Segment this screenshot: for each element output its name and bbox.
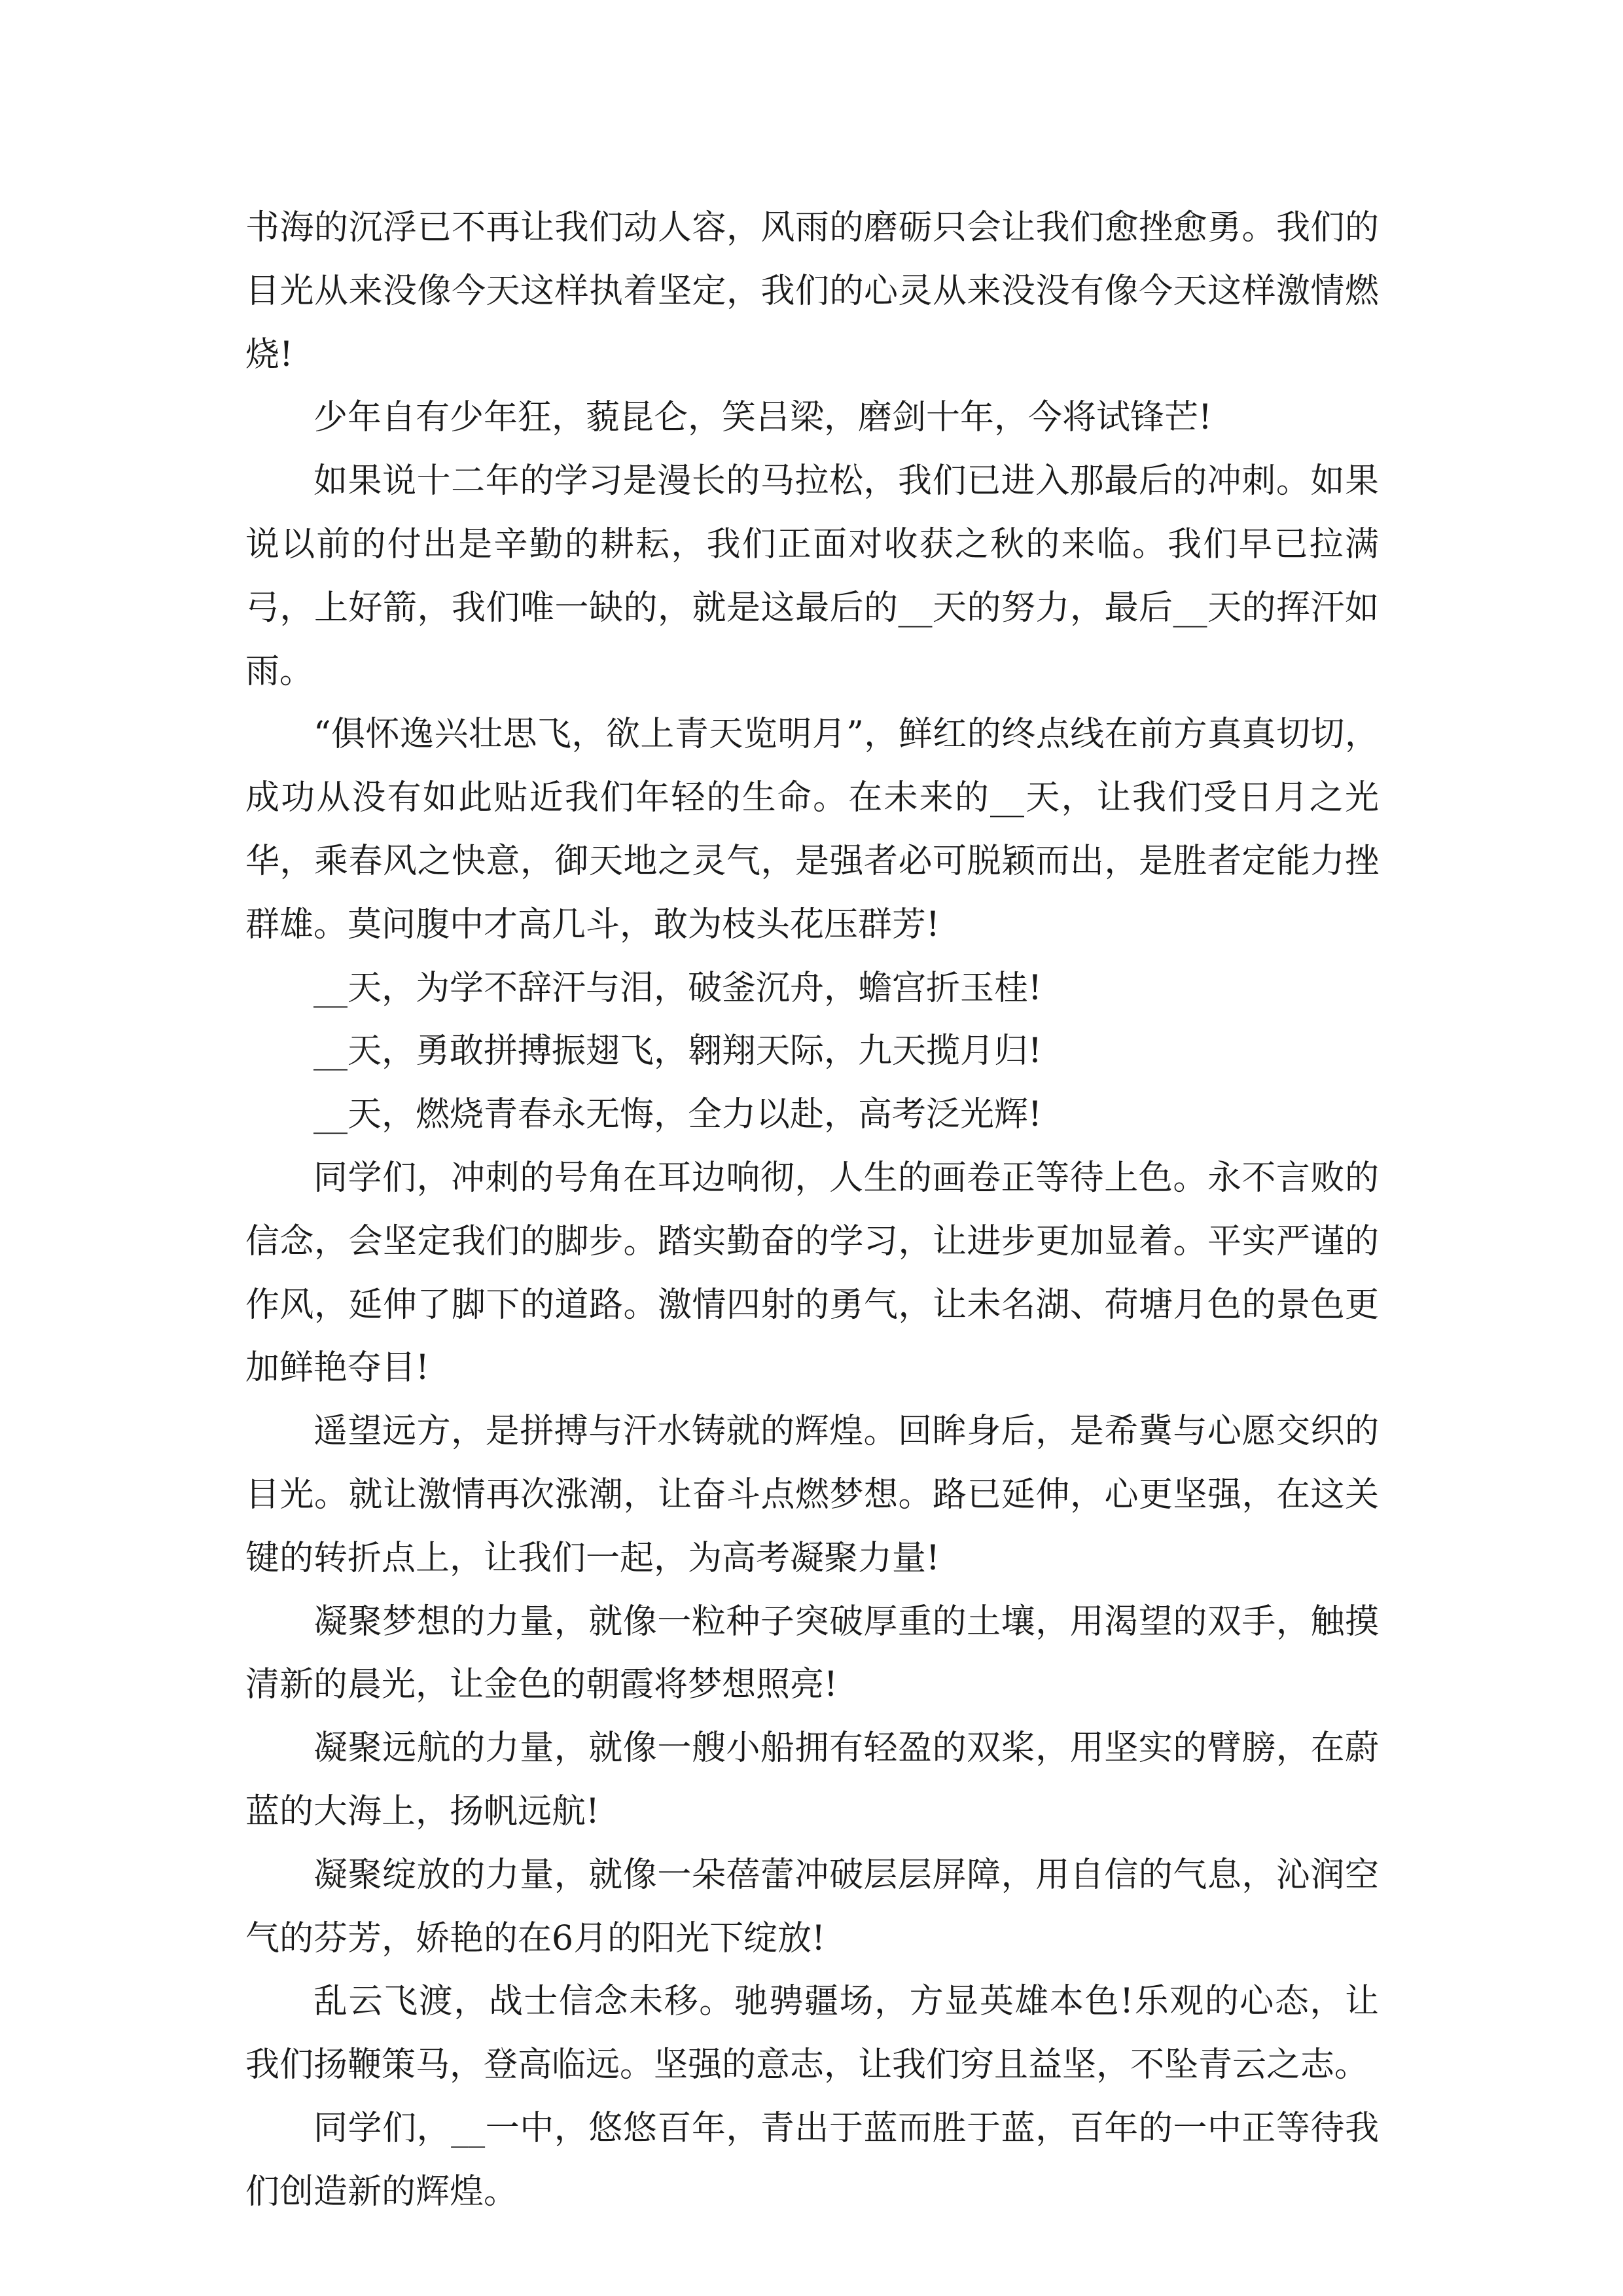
paragraph-2: 少年自有少年狂，藐昆仑，笑吕梁，磨剑十年，今将试锋芒! (313, 398, 1212, 438)
paragraph-11: 凝聚远航的力量，就像一艘小船拥有轻盈的双桨，用坚实的臂膀，在蔚蓝的大海上，扬帆远航! (245, 1729, 1379, 1831)
body-text (245, 196, 1379, 2224)
paragraph-4: “俱怀逸兴壮思飞，欲上青天览明月”，鲜红的终点线在前方真真切切，成功从没有如此贴近我们年轻的生命。在未来的__天，让我们受日月之光华，乘春风之快意，御天地之灵气，是强者必可脱颖而出，是胜者定能力挫群雄。莫问腹中才高几斗，敢为枝头花压群芳! (245, 715, 1379, 944)
paragraph-14: 同学们，__一中，悠悠百年，青出于蓝而胜于蓝，百年的一中正等待我们创造新的辉煌。 (245, 2108, 1379, 2212)
paragraph-13: 乱云飞渡，战士信念未移。驰骋疆场，方显英雄本色!乐观的心态，让我们扬鞭策马，登高临远。坚强的意志，让我们穷且益坚，不坠青云之志。 (245, 1982, 1379, 2085)
paragraph-3: 如果说十二年的学习是漫长的马拉松，我们已进入那最后的冲刺。如果说以前的付出是辛勤的耕耘，我们正面对收获之秋的来临。我们早已拉满弓，上好箭，我们唯一缺的，就是这最后的__天的努力，最后__天的挥汗如雨。 (245, 461, 1379, 691)
paragraph-6: __天，勇敢拼搏振翅飞，翱翔天际，九天揽月归! (313, 1031, 1042, 1071)
paragraph-10: 凝聚梦想的力量，就像一粒种子突破厚重的土壤，用渴望的双手，触摸清新的晨光，让金色的朝霞将梦想照亮! (245, 1602, 1379, 1705)
paragraph-1: 书海的沉浮已不再让我们动人容，风雨的磨砺只会让我们愈挫愈勇。我们的目光从来没像今天这样执着坚定，我们的心灵从来没没有像今天这样激情燃烧! (245, 208, 1379, 374)
paragraph-9: 遥望远方，是拼搏与汗水铸就的辉煌。回眸身后，是希冀与心愿交织的目光。就让激情再次涨潮，让奋斗点燃梦想。路已延伸，心更坚强，在这关键的转折点上，让我们一起，为高考凝聚力量! (245, 1412, 1379, 1578)
paragraph-12: 凝聚绽放的力量，就像一朵蓓蕾冲破层层屏障，用自信的气息，沁润空气的芬芳，娇艳的在6月的阳光下绽放! (245, 1855, 1379, 1958)
paragraph-7: __天，燃烧青春永无悔，全力以赴，高考泛光辉! (313, 1095, 1042, 1135)
paragraph-8: 同学们，冲刺的号角在耳边响彻，人生的画卷正等待上色。永不言败的信念，会坚定我们的脚步。踏实勤奋的学习，让进步更加显着。平实严谨的作风，延伸了脚下的道路。激情四射的勇气，让未名湖、荷塘月色的景色更加鲜艳夺目! (245, 1158, 1379, 1388)
paragraph-5: __天，为学不辞汗与泪，破釜沉舟，蟾宫折玉桂! (313, 968, 1042, 1008)
